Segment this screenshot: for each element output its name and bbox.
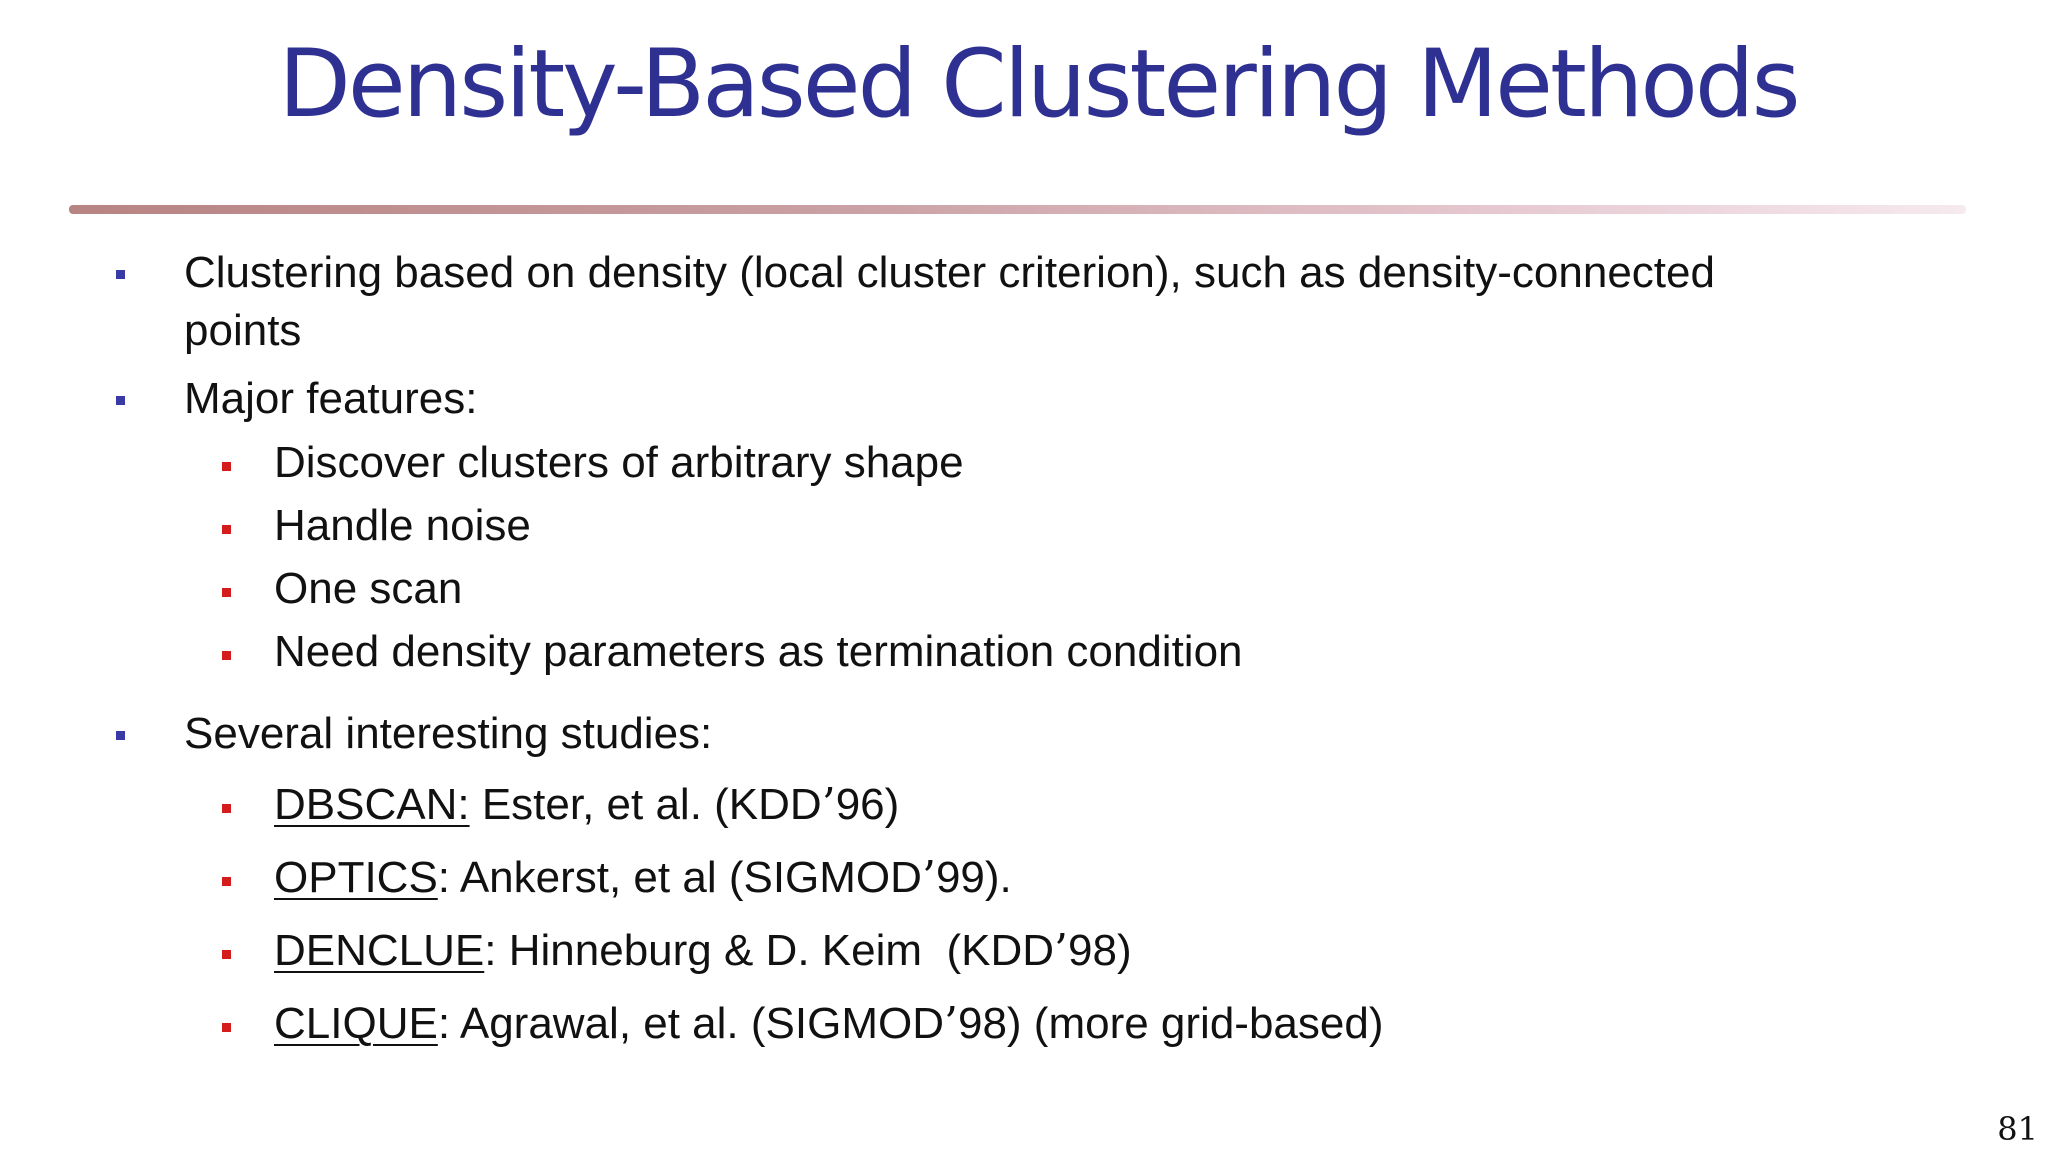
study-apostrophe: ’ <box>943 998 958 1049</box>
study-citation-end: 98) <box>1068 926 1132 975</box>
sub-bullet-arbitrary-shape <box>274 434 964 492</box>
sub-bullet-text: Need density parameters as termination condition <box>274 627 1243 676</box>
slide-title: Density-Based Clustering Methods <box>278 30 1798 139</box>
sub-bullet-text: Handle noise <box>274 501 531 550</box>
bullet-clustering-density <box>184 244 1715 360</box>
bullet-text: Major features: <box>184 374 478 423</box>
study-name: DENCLUE <box>274 926 485 975</box>
bullet-text-line2: points <box>184 306 302 355</box>
sub-bullet-density-parameters <box>274 623 1243 681</box>
study-apostrophe: ’ <box>1054 925 1069 976</box>
study-citation-end: 99). <box>935 853 1012 902</box>
bullet-marker <box>116 270 125 279</box>
study-citation-end: 98) (more grid-based) <box>957 999 1384 1048</box>
study-citation: : Agrawal, et al. (SIGMOD <box>437 999 944 1048</box>
bullet-major-features <box>184 370 477 428</box>
study-apostrophe: ’ <box>821 779 836 830</box>
bullet-text: Several interesting studies: <box>184 709 713 758</box>
study-citation: Ester, et al. (KDD <box>469 780 822 829</box>
sub-bullet-marker <box>222 877 231 886</box>
study-dbscan <box>274 776 899 834</box>
study-citation-end: 96) <box>835 780 900 829</box>
study-optics <box>274 849 1012 907</box>
sub-bullet-marker <box>222 588 231 597</box>
sub-bullet-marker <box>222 950 231 959</box>
sub-bullet-marker <box>222 525 231 534</box>
sub-bullet-marker <box>222 462 231 471</box>
sub-bullet-handle-noise <box>274 497 531 555</box>
study-denclue <box>274 922 1132 980</box>
bullet-text-line1: Clustering based on density (local cluster criterion), such as density-connected <box>184 248 1715 297</box>
study-name: DBSCAN: <box>274 780 470 829</box>
bullet-marker <box>116 731 125 740</box>
bullet-interesting-studies <box>184 705 712 763</box>
bullet-marker <box>116 396 125 405</box>
study-apostrophe: ’ <box>921 852 936 903</box>
study-name: OPTICS <box>274 853 438 902</box>
study-name: CLIQUE <box>274 999 438 1048</box>
sub-bullet-text: Discover clusters of arbitrary shape <box>274 438 964 487</box>
page-number: 81 <box>1997 1110 2038 1148</box>
study-citation: : Hinneburg & D. Keim (KDD <box>484 926 1055 975</box>
study-citation: : Ankerst, et al (SIGMOD <box>437 853 922 902</box>
sub-bullet-marker <box>222 651 231 660</box>
sub-bullet-marker <box>222 804 231 813</box>
study-clique <box>274 995 1383 1053</box>
sub-bullet-one-scan <box>274 560 462 618</box>
sub-bullet-marker <box>222 1023 231 1032</box>
sub-bullet-text: One scan <box>274 564 463 613</box>
